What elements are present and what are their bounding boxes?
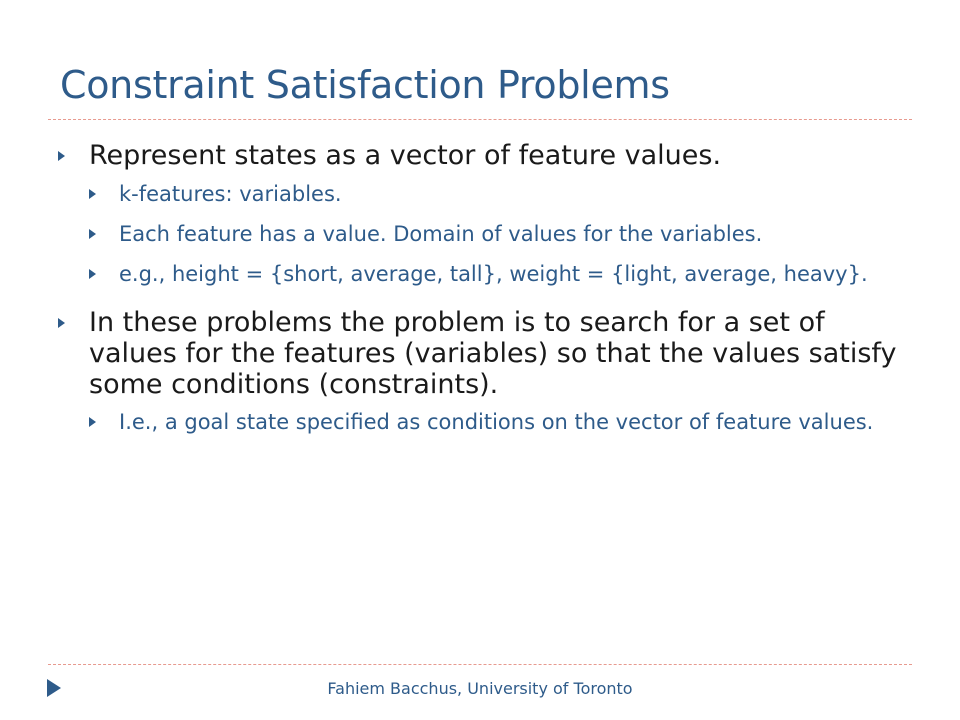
bullet-text: Represent states as a vector of feature values. — [89, 140, 722, 171]
sub-bullet-item — [58, 408, 918, 437]
slide-title: Constraint Satisfaction Problems — [60, 63, 670, 107]
sub-bullet-item — [58, 260, 918, 289]
triangle-right-icon — [89, 269, 96, 279]
footer-divider — [48, 664, 912, 665]
sub-bullet-item — [58, 220, 918, 249]
bullet-text: In these problems the problem is to search for a set of values for the features (variables) so that the values satisfy some conditions (constraints). — [89, 307, 897, 400]
footer-credit: Fahiem Bacchus, University of Toronto — [327, 679, 633, 698]
sub-bullet-text: I.e., a goal state specified as conditions on the vector of feature values. — [119, 410, 874, 434]
sub-bullet-text: Each feature has a value. Domain of values for the variables. — [119, 222, 763, 246]
triangle-right-icon — [89, 417, 96, 427]
sub-bullet-text: e.g., height = {short, average, tall}, weight = {light, average, heavy}. — [119, 262, 868, 286]
title-divider — [48, 119, 912, 120]
triangle-right-icon — [89, 189, 96, 199]
sub-bullet-text: k-features: variables. — [119, 182, 342, 206]
triangle-right-icon — [58, 318, 65, 328]
triangle-right-icon — [89, 229, 96, 239]
slide-body — [58, 140, 918, 437]
triangle-right-icon — [58, 151, 65, 161]
sub-bullet-item — [58, 180, 918, 209]
bullet-item — [58, 307, 918, 400]
bullet-item — [58, 140, 918, 171]
